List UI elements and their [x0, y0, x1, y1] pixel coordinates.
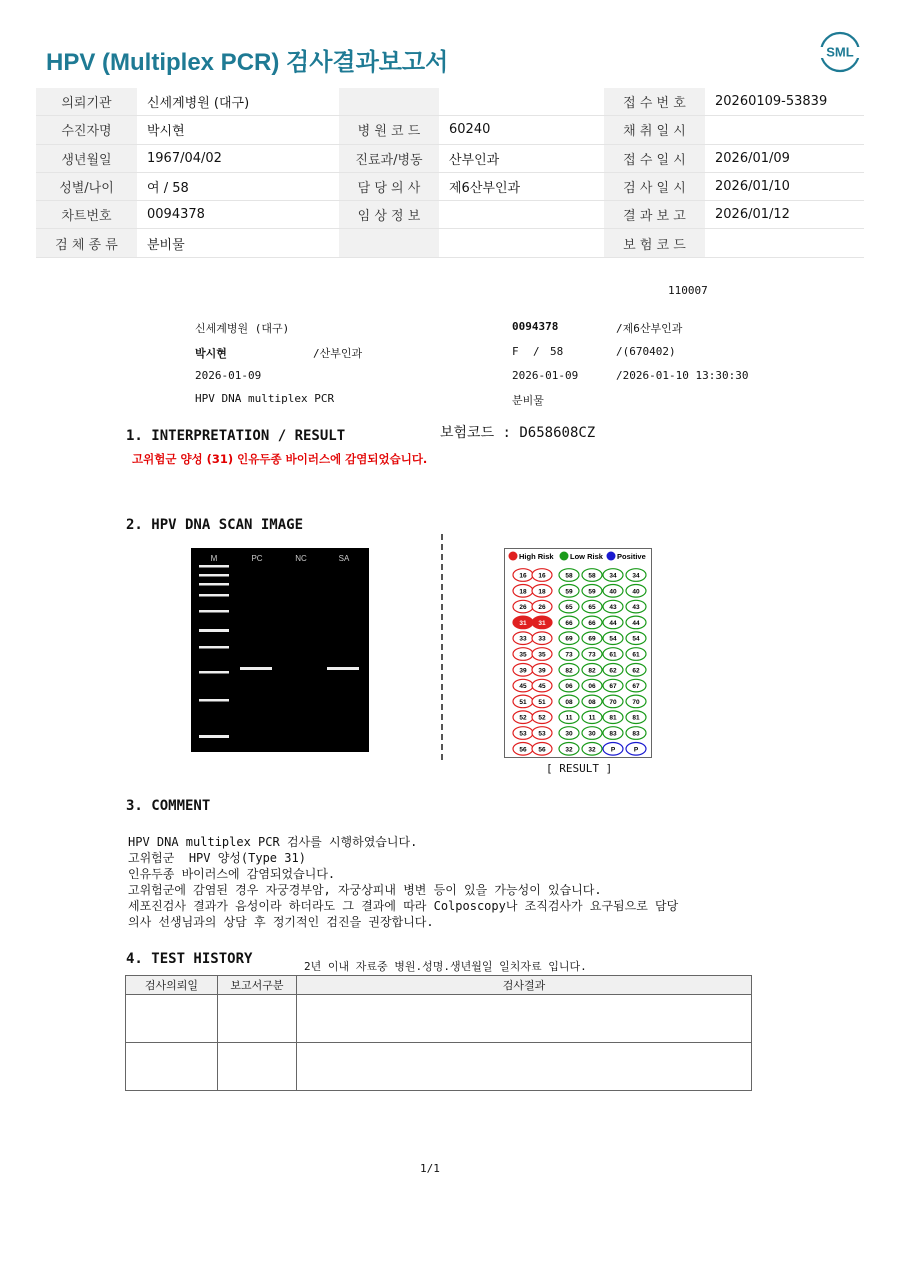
- report-dept-doctor: /제6산부인과: [616, 322, 683, 335]
- hpv-cell-label: 59: [588, 588, 596, 596]
- comment-line: 고위험군 HPV 양성(Type 31): [128, 851, 306, 865]
- report-datetime: /2026-01-10 13:30:30: [616, 369, 749, 382]
- hpv-cell-label: 53: [519, 730, 527, 738]
- report-test-name: HPV DNA multiplex PCR: [195, 392, 335, 405]
- hpv-cell-label: 30: [588, 730, 596, 738]
- hpv-cell-label: 32: [588, 746, 596, 754]
- info-value: 제6산부인과: [439, 172, 604, 200]
- insurance-code: 보험코드 : D658608CZ: [440, 425, 596, 441]
- info-label: 생년월일: [36, 144, 137, 172]
- hpv-cell-label: 51: [538, 698, 546, 706]
- info-value: 분비물: [137, 229, 339, 257]
- info-value: 2026/01/10: [705, 172, 864, 200]
- hpv-cell-label: 65: [588, 604, 596, 612]
- hpv-cell-label: 31: [538, 619, 546, 627]
- hpv-cell-label: 83: [632, 730, 640, 738]
- hpv-cell-label: 73: [565, 651, 573, 659]
- section-comment: 3. COMMENT: [126, 798, 211, 814]
- info-label: 채 취 일 시: [604, 116, 705, 144]
- hpv-cell-label: 34: [609, 572, 617, 580]
- hpv-cell-label: 08: [588, 698, 596, 706]
- result-caption: [ RESULT ]: [546, 762, 613, 775]
- info-label: [339, 229, 439, 257]
- hpv-cell-label: 44: [609, 619, 617, 627]
- info-value: 박시현: [137, 116, 339, 144]
- table-row: [126, 1043, 752, 1091]
- hpv-cell-label: 35: [519, 651, 527, 659]
- comment-line: 세포진검사 결과가 음성이라 하더라도 그 결과에 따라 Colposcopy나 조직검사가 요구됨으로 담당: [128, 899, 679, 913]
- report-name: 박시현: [195, 347, 227, 360]
- report-code: 110007: [668, 284, 708, 297]
- hpv-cell-label: P: [610, 746, 616, 754]
- gel-lane-label: NC: [295, 554, 307, 563]
- info-value: [705, 116, 864, 144]
- info-value: 2026/01/12: [705, 201, 864, 229]
- comment-line: HPV DNA multiplex PCR 검사를 시행하였습니다.: [128, 835, 418, 849]
- hpv-cell-label: 33: [519, 635, 527, 643]
- hpv-cell-label: 18: [519, 588, 527, 596]
- hpv-cell-label: 16: [538, 572, 546, 580]
- test-history-table: [125, 975, 752, 1091]
- hpv-cell-label: 81: [632, 714, 640, 722]
- hpv-cell-label: 40: [609, 588, 617, 596]
- report-specimen: 분비물: [512, 394, 544, 407]
- hpv-cell-label: 54: [632, 635, 640, 643]
- hpv-cell-label: 11: [588, 714, 596, 722]
- section-test-history: 4. TEST HISTORY: [126, 951, 253, 967]
- info-label: 성별/나이: [36, 172, 137, 200]
- legend-positive-dot: [607, 552, 616, 561]
- info-label: 병 원 코 드: [339, 116, 439, 144]
- hpv-cell-label: 18: [538, 588, 546, 596]
- hpv-cell-label: 70: [609, 698, 617, 706]
- hpv-cell-label: 59: [565, 588, 573, 596]
- table-row: [126, 995, 752, 1043]
- result-text: 고위험군 양성 (31) 인유두종 바이러스에 감염되었습니다.: [132, 452, 428, 466]
- hpv-cell-label: 73: [588, 651, 596, 659]
- hpv-cell-label: 45: [538, 683, 546, 691]
- info-row: [36, 144, 864, 172]
- info-value: 60240: [439, 116, 604, 144]
- hpv-cell-label: 16: [519, 572, 527, 580]
- divider-dashed: [441, 534, 443, 760]
- comment-line: 인유두종 바이러스에 감염되었습니다.: [128, 867, 336, 881]
- hpv-cell-label: 82: [588, 667, 596, 675]
- report-hospital: 신세계병원 (대구): [195, 322, 290, 335]
- legend-high-label: High Risk: [519, 552, 554, 561]
- hpv-cell-label: 67: [632, 683, 640, 691]
- hpv-cell-label: 69: [565, 635, 573, 643]
- hpv-cell-label: 62: [632, 667, 640, 675]
- hpv-cell-label: 33: [538, 635, 546, 643]
- legend-positive-label: Positive: [617, 552, 646, 561]
- hpv-cell-label: 31: [519, 619, 527, 627]
- hpv-cell-label: 65: [565, 604, 573, 612]
- hpv-cell-label: 39: [519, 667, 527, 675]
- hpv-cell-label: 61: [632, 651, 640, 659]
- hpv-cell-label: 35: [538, 651, 546, 659]
- history-header-date: 검사의뢰일: [126, 976, 218, 995]
- hpv-cell-label: 66: [588, 619, 596, 627]
- info-value: 여 / 58: [137, 172, 339, 200]
- hpv-cell-label: 44: [632, 619, 640, 627]
- report-birth-code: /(670402): [616, 345, 676, 358]
- hpv-cell-label: 61: [609, 651, 617, 659]
- info-row: [36, 88, 864, 116]
- info-value: 2026/01/09: [705, 144, 864, 172]
- gel-lane-label: SA: [338, 554, 350, 563]
- history-header-result: 검사결과: [297, 976, 752, 995]
- patient-info-table: [36, 88, 864, 258]
- hpv-cell-label: P: [633, 746, 639, 754]
- report-date2: 2026-01-09: [512, 369, 579, 382]
- hpv-cell-label: 06: [588, 683, 596, 691]
- info-row: [36, 229, 864, 257]
- hpv-cell-label: 69: [588, 635, 596, 643]
- hpv-cell-label: 30: [565, 730, 573, 738]
- hpv-cell-label: 34: [632, 572, 640, 580]
- legend-low-dot: [560, 552, 569, 561]
- hpv-cell-label: 52: [538, 714, 546, 722]
- gel-image: [191, 548, 369, 752]
- hpv-cell-label: 32: [565, 746, 573, 754]
- hpv-cell-label: 26: [519, 604, 527, 612]
- hpv-cell-label: 67: [609, 683, 617, 691]
- hpv-cell-label: 45: [519, 683, 527, 691]
- info-value: 신세계병원 (대구): [137, 88, 339, 116]
- info-label: 검 사 일 시: [604, 172, 705, 200]
- info-value: 산부인과: [439, 144, 604, 172]
- report-dept: /산부인과: [313, 347, 363, 360]
- hpv-cell-label: 52: [519, 714, 527, 722]
- info-value: 20260109-53839: [705, 88, 864, 116]
- hpv-cell-label: 43: [632, 604, 640, 612]
- hpv-genotype-grid: [504, 548, 652, 758]
- info-row: [36, 116, 864, 144]
- info-label: 의뢰기관: [36, 88, 137, 116]
- info-label: 검 체 종 류: [36, 229, 137, 257]
- info-label: 접 수 일 시: [604, 144, 705, 172]
- hpv-cell-label: 11: [565, 714, 573, 722]
- hpv-cell-label: 40: [632, 588, 640, 596]
- info-value: [439, 229, 604, 257]
- legend-high-dot: [509, 552, 518, 561]
- hpv-cell-label: 66: [565, 619, 573, 627]
- report-age: 58: [550, 345, 564, 358]
- info-value: 0094378: [137, 201, 339, 229]
- hpv-cell-label: 70: [632, 698, 640, 706]
- report-slash: /: [533, 345, 540, 358]
- history-note: 2년 이내 자료중 병원.성명.생년월일 일치자료 입니다.: [304, 960, 587, 973]
- info-label: 임 상 정 보: [339, 201, 439, 229]
- info-value: 1967/04/02: [137, 144, 339, 172]
- hpv-cell-label: 58: [588, 572, 596, 580]
- hpv-cell-label: 83: [609, 730, 617, 738]
- hpv-cell-label: 82: [565, 667, 573, 675]
- gel-lane-label: PC: [251, 554, 263, 563]
- section-interpretation: 1. INTERPRETATION / RESULT: [126, 428, 346, 444]
- info-label: 담 당 의 사: [339, 172, 439, 200]
- report-chart: 0094378: [512, 320, 559, 333]
- comment-line: 고위험군에 감염된 경우 자궁경부암, 자궁상피내 병변 등이 있을 가능성이 있습니다.: [128, 883, 602, 897]
- info-value: [439, 88, 604, 116]
- comment-text: [128, 834, 678, 930]
- comment-line: 의사 선생님과의 상담 후 정기적인 검진을 권장합니다.: [128, 915, 434, 929]
- info-row: [36, 201, 864, 229]
- info-value: [705, 229, 864, 257]
- hpv-cell-label: 39: [538, 667, 546, 675]
- info-label: [339, 88, 439, 116]
- hpv-cell-label: 51: [519, 698, 527, 706]
- hpv-cell-label: 06: [565, 683, 573, 691]
- sml-logo: [818, 30, 862, 74]
- info-label: 접 수 번 호: [604, 88, 705, 116]
- hpv-cell-label: 08: [565, 698, 573, 706]
- hpv-cell-label: 54: [609, 635, 617, 643]
- logo-text: SML: [826, 44, 854, 60]
- report-title: HPV (Multiplex PCR) 검사결과보고서: [46, 49, 449, 76]
- hpv-cell-label: 43: [609, 604, 617, 612]
- hpv-cell-label: 56: [519, 746, 527, 754]
- report-sex: F: [512, 345, 519, 358]
- gel-lane-label: M: [210, 554, 218, 563]
- report-date1: 2026-01-09: [195, 369, 262, 382]
- hpv-cell-label: 56: [538, 746, 546, 754]
- info-value: [439, 201, 604, 229]
- section-scan-image: 2. HPV DNA SCAN IMAGE: [126, 517, 304, 533]
- info-label: 진료과/병동: [339, 144, 439, 172]
- legend-low-label: Low Risk: [570, 552, 603, 561]
- hpv-cell-label: 53: [538, 730, 546, 738]
- hpv-cell-label: 58: [565, 572, 573, 580]
- info-label: 보 험 코 드: [604, 229, 705, 257]
- info-label: 결 과 보 고: [604, 201, 705, 229]
- hpv-cell-label: 62: [609, 667, 617, 675]
- info-row: [36, 172, 864, 200]
- info-label: 차트번호: [36, 201, 137, 229]
- history-header-type: 보고서구분: [218, 976, 297, 995]
- hpv-cell-label: 26: [538, 604, 546, 612]
- hpv-cell-label: 81: [609, 714, 617, 722]
- info-label: 수진자명: [36, 116, 137, 144]
- page-number: 1/1: [420, 1162, 440, 1175]
